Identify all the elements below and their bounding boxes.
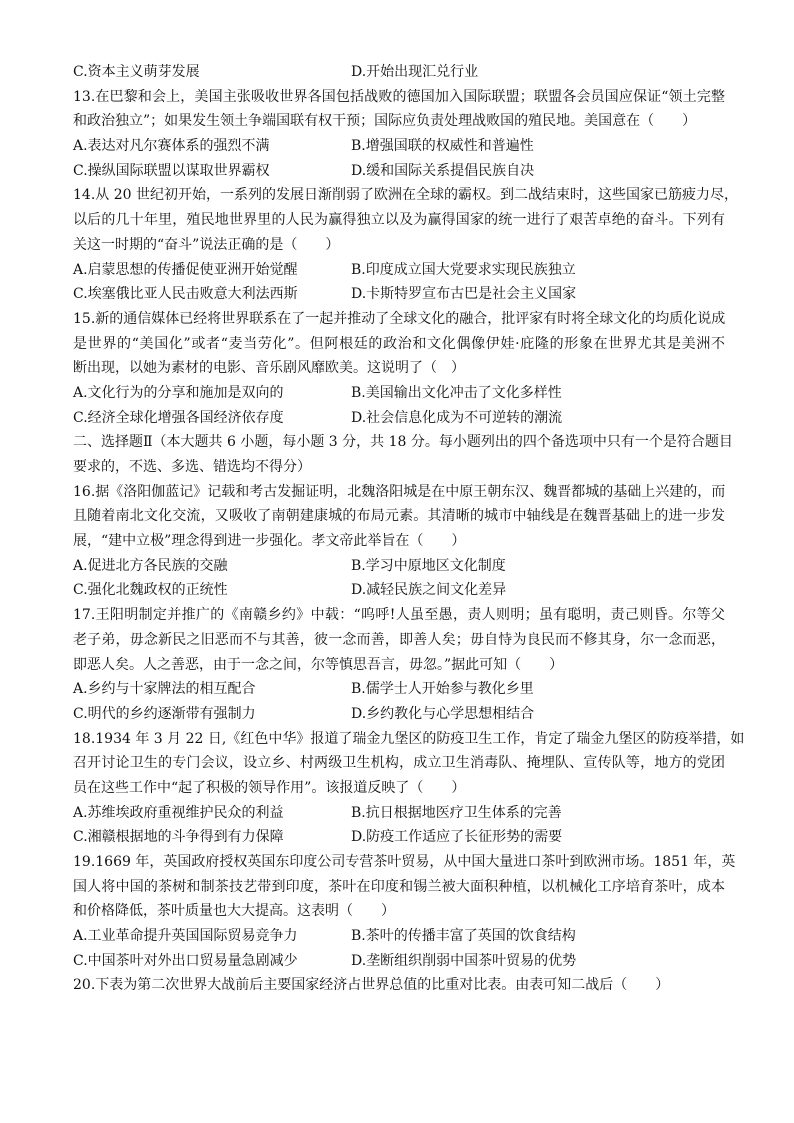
option-b: B.增强国联的权威性和普遍性 [351,138,534,155]
options-row [73,258,725,283]
question-line: 19.1669 年，英国政府授权英国东印度公司专营茶叶贸易，从中国大量进口茶叶到欧洲市场。1851 年，英 [73,854,736,870]
option-d: D.垄断组织削弱中国茶叶贸易的优势 [351,952,577,969]
question-line: 16.据《洛阳伽蓝记》记载和考古发掘证明，北魏洛阳城是在中原王朝东汉、魏晋都城的基础上兴建的，而 [73,483,726,500]
option-a: A.苏维埃政府重视维护民众的利益 [73,804,284,821]
question-line: 展，“建中立极”理念得到进一步强化。孝文帝此举旨在（ ） [73,533,466,550]
options-row [73,949,725,974]
section-line: 二、选择题Ⅱ（本大题共 6 小题，每小题 3 分，共 18 分。每小题列出的四个备选项中只有一个是符合题目 [73,434,733,451]
option-c: C.埃塞俄比亚人民击败意大利法西斯 [73,286,298,303]
option-d: D.开始出现汇兑行业 [351,64,479,80]
options-row [73,282,725,307]
question-line: 14.从 20 世纪初开始，一系列的发展日渐削弱了欧洲在全球的霸权。到二战结束时，这些国家已筋疲力尽， [73,187,738,204]
option-a: A.促进北方各民族的交融 [73,557,228,574]
options-row [73,381,725,406]
option-a: A.文化行为的分享和施加是双向的 [73,384,284,401]
options-row [73,554,725,579]
options-row [73,677,725,702]
question-19 [73,850,736,924]
question-line: 国人将中国的茶树和制茶技艺带到印度，茶叶在印度和锡兰被大面积种植，以机械化工序培育茶叶，成本 [73,878,725,895]
question-line: 老子弟，毋念新民之旧恶而不与其善，彼一念而善，即善人矣；毋自恃为良民而不修其身，尔一念而恶， [73,631,725,648]
option-d: D.缓和国际关系提倡民族自决 [351,162,535,179]
options-row [73,702,725,727]
option-c: C.操纵国际联盟以谋取世界霸权 [73,162,270,179]
question-line: 15.新的通信媒体已经将世界联系在了一起并推动了全球文化的融合，批评家有时将全球文化的均质化说成 [73,310,726,327]
options-row [73,924,725,949]
question-17 [73,603,725,677]
question-line: 召开讨论卫生的专门会议，设立乡、村两级卫生机构，成立卫生消毒队、掩埋队、宣传队等，地方的党团 [73,755,725,772]
options-row [73,406,725,431]
options-row [73,825,725,850]
question-line: 断出现，以她为素材的电影、音乐剧风靡欧美。这说明了（ ） [73,360,465,377]
question-line: 18.1934 年 3 月 22 日,《红色中华》报道了瑞金九堡区的防疫卫生工作，肯定了瑞金九堡区的防疫举措，如 [73,730,745,747]
exam-page [73,60,745,998]
question-line: 是世界的“美国化”或者“麦当劳化”。但阿根廷的政治和文化偶像伊娃·庇隆的形象在世界尤其是美洲不 [73,335,725,352]
question-20 [73,973,725,998]
option-b: B.抗日根据地医疗卫生体系的完善 [351,804,562,821]
question-line: 13.在巴黎和会上，美国主张吸收世界各国包括战败的德国加入国际联盟；联盟各会员国应保证“领土完整 [73,88,725,105]
question-16 [73,480,725,554]
question-line: 即恶人矣。人之善恶，由于一念之间，尔等慎思吾言，毋忽。”据此可知（ ） [73,656,564,673]
option-c: C.强化北魏政权的正统性 [73,582,228,599]
question-line: 和政治独立”；如果发生领土争端国联有权干预；国际应负责处理战败国的殖民地。美国意在（ ） [73,113,697,130]
question-18 [73,727,745,801]
question-line: 以后的几十年里，殖民地世界里的人民为赢得独立以及为赢得国家的统一进行了艰苦卓绝的奋斗。下列有 [73,212,725,229]
section-line: 要求的，不选、多选、错选均不得分） [73,459,311,475]
question-line: 关这一时期的“奋斗”说法正确的是（ ） [73,236,340,253]
option-c: C.资本主义萌芽发展 [73,64,200,80]
option-d: D.乡约教化与心学思想相结合 [351,705,535,722]
option-b: B.儒学士人开始参与教化乡里 [351,681,534,698]
carry-options [73,60,725,85]
options-row [73,578,725,603]
option-a: A.乡约与十家牌法的相互配合 [73,681,256,698]
question-line: 且随着南北文化交流，又吸收了南朝建康城的布局元素。其清晰的城市中轴线是在魏晋基础上的进一步发 [73,508,725,525]
option-a: A.工业革命提升英国国际贸易竞争力 [73,928,298,945]
section-heading [73,430,733,479]
option-d: D.防疫工作适应了长征形势的需要 [351,829,563,846]
question-13 [73,85,725,134]
question-line: 员在这些工作中“起了积极的领导作用”。该报道反映了（ ） [73,779,466,796]
question-14 [73,183,738,257]
options-row [73,801,725,826]
option-a: A.启蒙思想的传播促使亚洲开始觉醒 [73,261,298,278]
option-c: C.明代的乡约逐渐带有强制力 [73,705,256,722]
option-c: C.湘赣根据地的斗争得到有力保障 [73,829,284,846]
option-b: B.美国输出文化冲击了文化多样性 [351,384,562,401]
option-d: D.卡斯特罗宣布古巴是社会主义国家 [351,286,577,303]
options-row [73,134,725,159]
question-line: 17.王阳明制定并推广的《南赣乡约》中载：“呜呼!人虽至愚，责人则明；虽有聪明，责己则昏。尔等父 [73,607,725,624]
option-b: B.茶叶的传播丰富了英国的饮食结构 [351,928,576,945]
question-15 [73,307,725,381]
option-d: D.减轻民族之间文化差异 [351,582,507,599]
question-line: 和价格降低，茶叶质量也大大提高。这表明（ ） [73,903,395,920]
options-row [73,159,725,184]
question-line: 20.下表为第二次世界大战前后主要国家经济占世界总值的比重对比表。由表可知二战后（ ） [73,977,670,994]
option-b: B.印度成立国大党要求实现民族独立 [351,261,576,278]
option-d: D.社会信息化成为不可逆转的潮流 [351,409,563,426]
option-a: A.表达对凡尔赛体系的强烈不满 [73,138,270,155]
option-c: C.中国茶叶对外出口贸易量急剧减少 [73,952,298,969]
option-b: B.学习中原地区文化制度 [351,557,506,574]
option-c: C.经济全球化增强各国经济依存度 [73,409,284,426]
